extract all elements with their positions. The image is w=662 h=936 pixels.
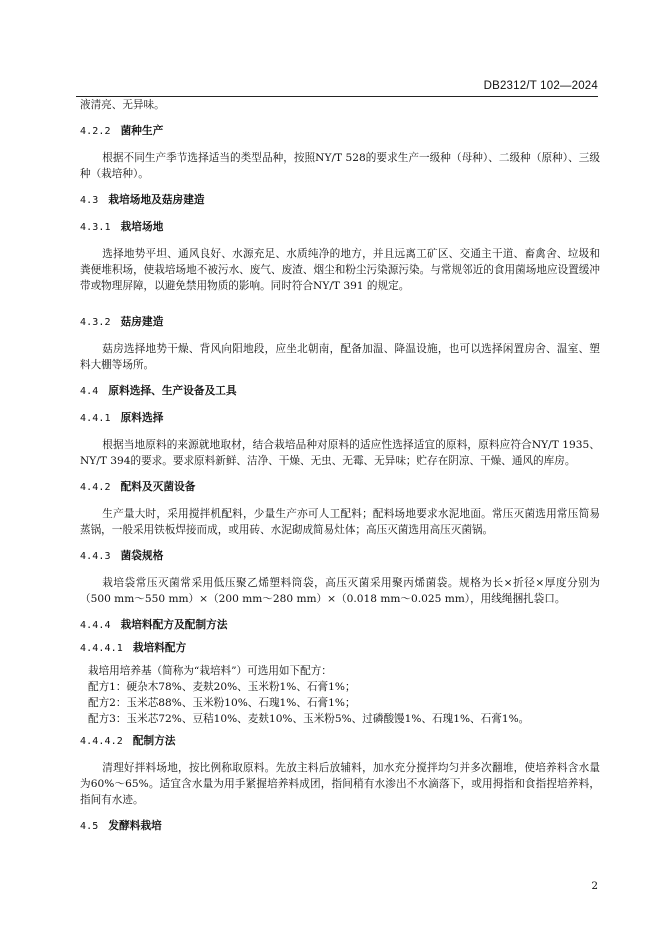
- section-heading: [80, 314, 600, 331]
- spacer: [80, 182, 600, 192]
- section-heading: [80, 192, 600, 209]
- spacer: [80, 236, 600, 246]
- section-number: 4.4: [80, 386, 99, 397]
- section-title: 原料选择: [120, 412, 164, 424]
- section-title: 配料及灭菌设备: [120, 481, 196, 493]
- formula-line: 配方1：硬杂木78%、麦麸20%、玉米粉1%、石膏1%；: [88, 681, 356, 693]
- section-number: 4.4.4: [80, 620, 111, 631]
- section-number: 4.5: [80, 821, 99, 832]
- formula-line: 栽培用培养基（简称为“栽培料”）可选用如下配方：: [88, 665, 332, 677]
- formula-line: 配方3：玉米芯72%、豆秸10%、麦麸10%、玉米粉5%、过磷酸馒1%、石瑰1%、石膏1%。: [88, 713, 530, 725]
- section-number: 4.2.2: [80, 126, 111, 137]
- spacer: [80, 113, 600, 123]
- section-number: 4.4.1: [80, 413, 111, 424]
- section-title: 菇房建造: [120, 316, 164, 328]
- section-number: 4.4.2: [80, 482, 111, 493]
- section-heading: [80, 818, 600, 835]
- paragraph: 根据不同生产季节选择适当的类型品种，按照NY/T 528的要求生产一级种（母种）、二级种（原种）、三级种（栽培种）。: [80, 152, 600, 180]
- paragraph: 栽培袋常压灭菌常采用低压聚乙烯塑料筒袋，高压灭菌采用聚丙烯菌袋。规格为长×折径×厚度分别为（500 mm～550 mm）×（200 mm～280 mm）×（0.018 mm～0.025 mm），用线绳捆扎袋口。: [80, 577, 600, 605]
- paragraph: 选择地势平坦、通风良好、水源充足、水质纯净的地方，并且远离工矿区、交通主干道、畜禽舍、垃圾和粪便堆积场，使栽培场地不被污水、废气、废渣、烟尘和粉尘污染源污染。与常规邻近的食用菌场地应设置缓冲带或物理屏障，以避免禁用物质的影响。同时符合NY/T 391 的规定。: [80, 248, 600, 292]
- spacer: [80, 496, 600, 506]
- spacer: [80, 808, 600, 818]
- section-number: 4.3: [80, 195, 99, 206]
- section-number: 4.4.3: [80, 551, 111, 562]
- spacer: [80, 294, 600, 314]
- section-heading: [80, 383, 600, 400]
- spacer: [80, 140, 600, 150]
- section-heading: [80, 640, 600, 657]
- document-body: [80, 97, 600, 835]
- spacer: [80, 331, 600, 341]
- spacer: [80, 565, 600, 575]
- paragraph: 液清亮、无异味。: [80, 99, 165, 111]
- spacer: [80, 469, 600, 479]
- section-heading: [80, 617, 600, 634]
- section-title: 配制方法: [132, 735, 176, 747]
- section-title: 栽培料配方: [132, 642, 187, 654]
- document-id: DB2312/T 102—2024: [483, 80, 598, 92]
- spacer: [80, 607, 600, 617]
- spacer: [80, 373, 600, 383]
- paragraph: 菇房选择地势干燥、背风向阳地段，应坐北朝南，配备加温、降温设施，也可以选择闲置房舍、温室、塑料大棚等场所。: [80, 343, 600, 371]
- section-title: 菌袋规格: [120, 550, 164, 562]
- section-heading: [80, 548, 600, 565]
- section-title: 栽培场地: [120, 221, 164, 233]
- spacer: [80, 209, 600, 219]
- section-heading: [80, 410, 600, 427]
- page-number: 2: [591, 880, 598, 892]
- section-number: 4.3.1: [80, 222, 111, 233]
- section-title: 栽培场地及菇房建造: [108, 194, 205, 206]
- spacer: [80, 400, 600, 410]
- section-title: 原料选择、生产设备及工具: [108, 385, 237, 397]
- paragraph: 生产量大时，采用搅拌机配料，少量生产亦可人工配料；配料场地要求水泥地面。常压灭菌选用常压简易蒸锅，一般采用铁板焊接而成，或用砖、水泥砌成简易灶体；高压灭菌选用高压灭菌锅。: [80, 508, 600, 536]
- section-number: 4.4.4.2: [80, 736, 123, 747]
- section-title: 菌种生产: [120, 125, 164, 137]
- spacer: [80, 427, 600, 437]
- spacer: [80, 750, 600, 760]
- paragraph: 清理好拌料场地，按比例称取原料。先放主料后放辅料，加水充分搅拌均匀并多次翻堆，使培养料含水量为60%～65%。适宜含水量为用手紧握培养料成团，指间稍有水渗出不水滴落下，或用拇指和食指捏培养料，指间有水迹。: [80, 762, 600, 806]
- paragraph: 根据当地原料的来源就地取材，结合栽培品种对原料的适应性选择适宜的原料，原料应符合NY/T 1935、NY/T 394的要求。要求原料新鲜、洁净、干燥、无虫、无霉、无异味；贮存在阴凉、干燥、通风的库房。: [80, 439, 600, 467]
- formula-line: 配方2：玉米芯88%、玉米粉10%、石瑰1%、石膏1%；: [88, 697, 356, 709]
- section-number: 4.4.4.1: [80, 643, 123, 654]
- section-heading: [80, 219, 600, 236]
- section-title: 栽培料配方及配制方法: [120, 619, 228, 631]
- section-number: 4.3.2: [80, 317, 111, 328]
- spacer: [80, 538, 600, 548]
- section-title: 发酵料栽培: [108, 820, 162, 832]
- section-heading: [80, 733, 600, 750]
- section-heading: [80, 479, 600, 496]
- section-heading: [80, 123, 600, 140]
